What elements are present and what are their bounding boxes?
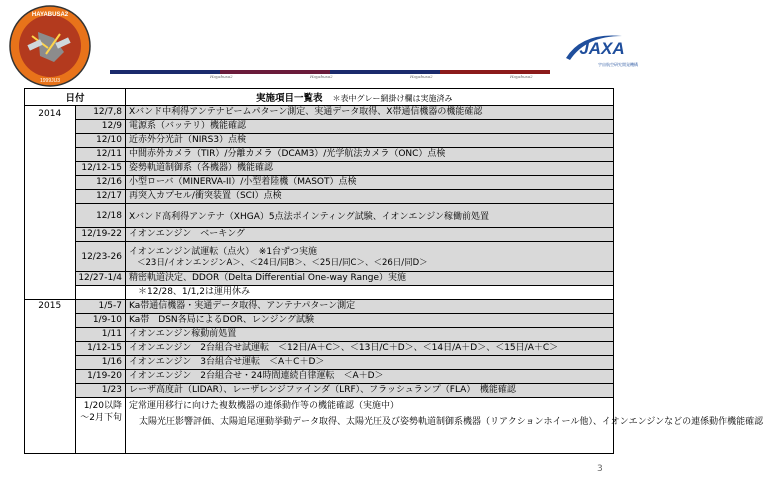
last-row-date-line1: 1/20以降 xyxy=(83,401,122,411)
row-item: イオンエンジン 3台組合せ運転 ＜A＋C＋D＞ xyxy=(126,356,614,370)
row-item: 電源系（バッテリ）機能確認 xyxy=(126,120,614,134)
table-row xyxy=(25,176,614,190)
last-row-item: 定常運用移行に向けた複数機器の連係動作等の機能確認（実施中） xyxy=(129,401,400,411)
year-2014-cell: 2014 xyxy=(25,106,76,300)
table-row xyxy=(25,120,614,134)
row-date: 12/12-15 xyxy=(75,162,126,176)
row-date: 1/5-7 xyxy=(75,300,126,314)
row-date: 12/9 xyxy=(75,120,126,134)
divider-label: Hayabusa2 xyxy=(410,74,433,79)
mission-logo-title: HAYABUSA2 xyxy=(31,12,69,18)
row-date: 1/16 xyxy=(75,356,126,370)
jaxa-logo-text: JAXA xyxy=(579,39,625,58)
table-row xyxy=(25,300,614,314)
row-date: 12/23-26 xyxy=(75,242,126,272)
hayabusa2-mission-logo xyxy=(8,4,92,88)
divider-label: Hayabusa2 xyxy=(310,74,333,79)
row-date xyxy=(75,286,126,300)
table-header-row xyxy=(25,89,614,106)
table-row xyxy=(25,328,614,342)
row-item: イオンエンジン 2台組合せ・24時間連続自律運転 ＜A＋D＞ xyxy=(126,370,614,384)
schedule-table xyxy=(24,88,763,454)
row-item: Ka帯 DSN各局によるDOR、レンジング試験 xyxy=(126,314,614,328)
date-column-header: 日付 xyxy=(25,89,126,106)
row-date: 12/27-1/4 xyxy=(75,272,126,286)
table-row xyxy=(25,384,614,398)
row-item: 小型ローバ（MINERVA-II）/小型着陸機（MASOT）点検 xyxy=(126,176,614,190)
row-date: 12/7,8 xyxy=(75,106,126,120)
table-row xyxy=(25,242,614,272)
table-row xyxy=(25,134,614,148)
row-item: レーザ高度計（LIDAR）、レーザレンジファインダ（LRF）、フラッシュランプ（FLA） 機能確認 xyxy=(126,384,614,398)
table-row xyxy=(25,190,614,204)
row-item: 精密軌道決定、DDOR（Delta Differential One-way Range）実施 xyxy=(126,272,614,286)
year-2015-cell: 2015 xyxy=(25,300,76,454)
table-row xyxy=(25,106,614,120)
row-date: 12/16 xyxy=(75,176,126,190)
table-row xyxy=(25,148,614,162)
row-date xyxy=(75,398,126,454)
row-item: 中間赤外カメラ（TIR）/分離カメラ（DCAM3）/光学航法カメラ（ONC）点検 xyxy=(126,148,614,162)
row-date: 12/17 xyxy=(75,190,126,204)
table-row xyxy=(25,342,614,356)
divider-label: Hayabusa2 xyxy=(510,74,533,79)
row-item: Ka帯通信機器・実通データ取得、アンテナパターン測定 xyxy=(126,300,614,314)
divider-label: Hayabusa2 xyxy=(210,74,233,79)
gray-fill-note: ＊表中グレー網掛け欄は実施済み xyxy=(332,94,453,103)
row-item: Xバンド中利得アンテナビームパターン測定、実通データ取得、X帯通信機器の機能確認 xyxy=(126,106,614,120)
table-row xyxy=(25,204,614,228)
items-header-title: 実施項目一覧表 xyxy=(256,93,323,104)
table-row xyxy=(25,286,614,300)
table-row xyxy=(25,162,614,176)
row-item: イオンエンジン ベーキング xyxy=(126,228,614,242)
table-row xyxy=(25,228,614,242)
table-row xyxy=(25,398,614,454)
row-item: Xバンド高利得アンテナ（XHGA）5点法ポインティング試験、イオンエンジン稼働前処置 xyxy=(126,204,614,228)
last-row-date-line2: ～2月下旬 xyxy=(80,413,122,423)
row-date: 12/11 xyxy=(75,148,126,162)
row-item: イオンエンジン 2台組合せ試運転 ＜12日/A＋C＞、＜13日/C＋D＞、＜14日/A＋D＞、＜15日/A＋C＞ xyxy=(126,342,614,356)
row-item xyxy=(126,398,763,454)
row-item: 近赤外分光計（NIRS3）点検 xyxy=(126,134,614,148)
row-item-main: イオンエンジン試運転（点火） ※1台ずつ実施 xyxy=(129,247,318,257)
row-date: 1/19-20 xyxy=(75,370,126,384)
row-date: 12/10 xyxy=(75,134,126,148)
items-column-header xyxy=(126,89,614,106)
row-item xyxy=(126,242,614,272)
page-number: 3 xyxy=(597,464,603,474)
jaxa-tagline: 宇宙航空研究開発機構 xyxy=(598,62,638,67)
header-divider-labels xyxy=(110,74,550,82)
table-row xyxy=(25,370,614,384)
row-date: 1/12-15 xyxy=(75,342,126,356)
row-date: 1/9-10 xyxy=(75,314,126,328)
table-row xyxy=(25,272,614,286)
row-date: 12/19-22 xyxy=(75,228,126,242)
row-date: 1/11 xyxy=(75,328,126,342)
row-item: ＊12/28、1/1,2は運用休み xyxy=(126,286,614,300)
mission-logo-subtitle: 1999JU3 xyxy=(39,78,61,84)
row-date: 12/18 xyxy=(75,204,126,228)
table-row xyxy=(25,314,614,328)
jaxa-logo xyxy=(562,28,638,72)
table-row xyxy=(25,356,614,370)
row-item: イオンエンジン稼動前処置 xyxy=(126,328,614,342)
slide-header xyxy=(0,0,640,90)
row-date: 1/23 xyxy=(75,384,126,398)
last-row-detail: 太陽光圧影響評価、太陽追尾運動挙動データ取得、太陽光圧及び姿勢軌道制御系機器（リアクションホイール他）、イオンエンジンなどの連係動作機能確認 xyxy=(139,417,763,427)
row-item: 姿勢軌道制御系（各機器）機能確認 xyxy=(126,162,614,176)
row-item-sub: ＜23日/イオンエンジンA＞、＜24日/同B＞、＜25日/同C＞、＜26日/同D＞ xyxy=(137,258,428,268)
row-item: 再突入カプセル/衝突装置（SCI）点検 xyxy=(126,190,614,204)
